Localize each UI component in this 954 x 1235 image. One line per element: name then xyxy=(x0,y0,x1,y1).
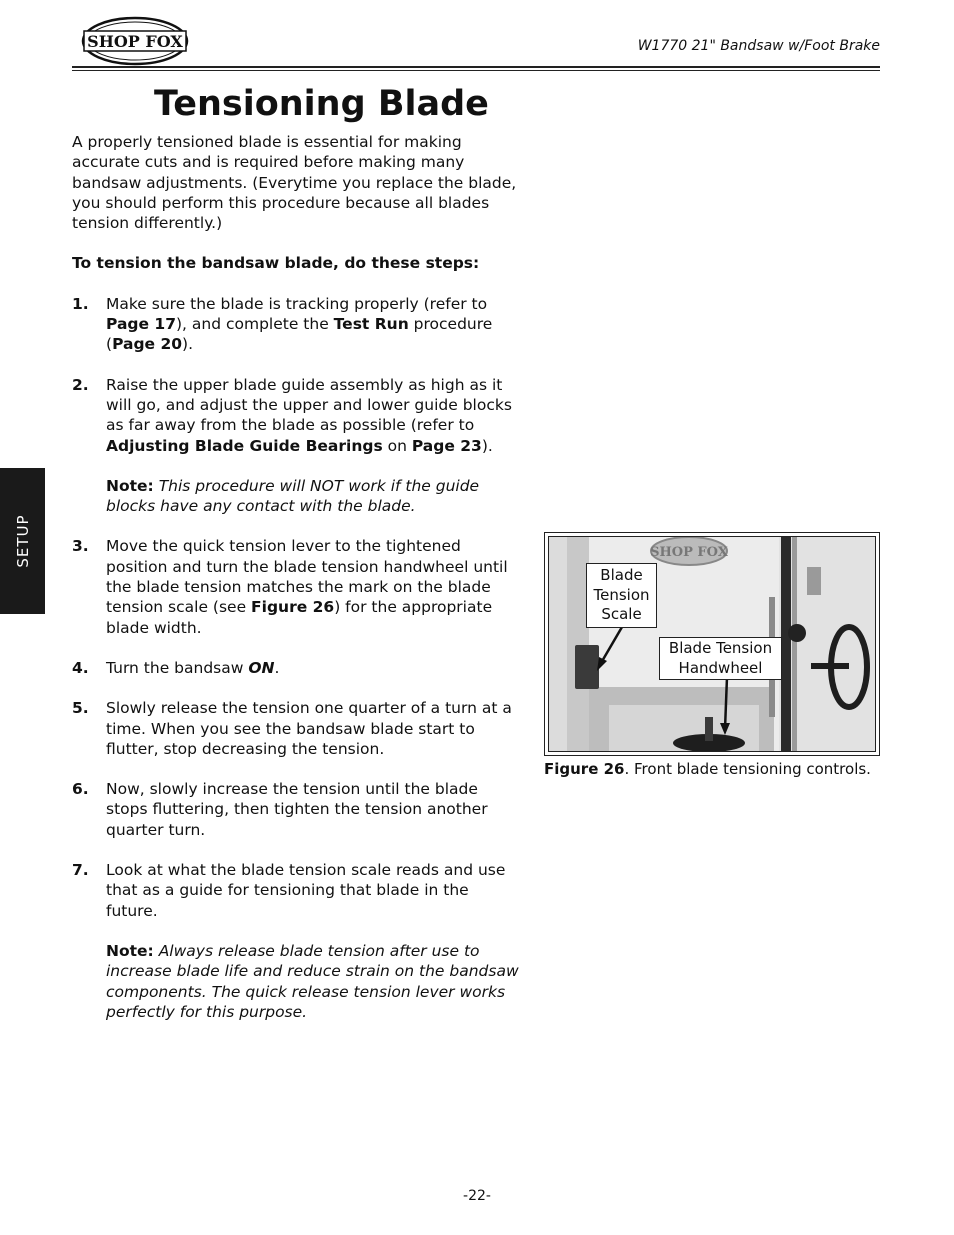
step-text: Raise the upper blade guide assembly as high as it will go, and adjust the upper and lower guide blocks as far away from the blade as possible (refer to Adjusting Blade Guide Bearings on Page 23). xyxy=(106,375,512,455)
header-rule xyxy=(72,66,880,68)
note-text: Always release blade tension after use to increase blade life and reduce strain on the bandsaw components. The quick release tension lever works perfectly for this purpose. xyxy=(106,941,519,1021)
intro-paragraph: A properly tensioned blade is essential for making accurate cuts and is required before making many bandsaw adjustments. (Everytime you replace the blade, you should perform this procedure because all blades tension differently.) xyxy=(72,133,517,233)
step-4 xyxy=(72,658,524,678)
section-tab xyxy=(0,468,45,614)
step-5 xyxy=(72,698,524,759)
shop-fox-logo xyxy=(80,14,190,68)
step-number: 5. xyxy=(72,699,89,718)
callout-blade-tension-handwheel: Blade Tension Handwheel xyxy=(659,637,782,680)
section-tab-label: SETUP xyxy=(13,514,32,568)
page-ref: Page 20 xyxy=(112,335,183,354)
document-title: W1770 21" Bandsaw w/Foot Brake xyxy=(637,38,880,54)
note-label: Note: xyxy=(106,476,154,495)
instructions-column xyxy=(72,132,524,1042)
page-title: Tensioning Blade xyxy=(154,84,489,124)
step-text: Move the quick tension lever to the tightened position and turn the blade tension handwheel until the blade tension matches the mark on the blade tension scale (see Figure 26) for the appropriate blade width. xyxy=(106,537,508,637)
step-number: 6. xyxy=(72,780,89,799)
figure-ref: Figure 26 xyxy=(251,598,335,617)
step-number: 3. xyxy=(72,537,89,556)
figure-photo-frame xyxy=(548,536,876,752)
step-text: Now, slowly increase the tension until the blade stops fluttering, then tighten the tension another quarter turn. xyxy=(106,780,488,839)
on-emphasis: ON xyxy=(248,658,275,677)
step-2 xyxy=(72,375,524,517)
photo-logo: SHOP FOX xyxy=(650,545,728,560)
callout-blade-tension-scale: Blade Tension Scale xyxy=(586,563,657,628)
figure-26 xyxy=(544,532,880,756)
header-rule-thin xyxy=(72,70,880,71)
step-note xyxy=(106,941,524,1022)
step-text: Make sure the blade is tracking properly (refer to Page 17), and complete the Test Run procedure (Page 20). xyxy=(106,294,493,354)
step-6 xyxy=(72,779,524,840)
section-ref: Adjusting Blade Guide Bearings xyxy=(106,436,383,455)
figure-caption-label: Figure 26 xyxy=(544,760,625,778)
step-7 xyxy=(72,860,524,1022)
step-number: 1. xyxy=(72,294,89,313)
step-number: 4. xyxy=(72,658,89,677)
step-number: 7. xyxy=(72,861,89,880)
note-label: Note: xyxy=(106,941,154,960)
step-text: Slowly release the tension one quarter of a turn at a time. When you see the bandsaw blade start to flutter, stop decreasing the tension. xyxy=(106,699,512,758)
svg-text:SHOP FOX: SHOP FOX xyxy=(87,32,183,51)
step-1 xyxy=(72,294,524,355)
procedure-ref: Test Run xyxy=(333,315,409,334)
page-ref: Page 17 xyxy=(106,315,176,334)
figure-caption xyxy=(544,760,871,778)
step-number: 2. xyxy=(72,375,89,394)
step-note xyxy=(106,476,524,517)
steps-lead: To tension the bandsaw blade, do these steps: xyxy=(72,254,480,273)
note-text: This procedure will NOT work if the guide blocks have any contact with the blade. xyxy=(106,476,480,516)
step-3 xyxy=(72,536,524,637)
step-text: Turn the bandsaw ON. xyxy=(106,658,280,677)
step-text: Look at what the blade tension scale reads and use that as a guide for tensioning that blade in the future. xyxy=(106,861,506,920)
page-ref: Page 23 xyxy=(411,436,482,455)
page-number: -22- xyxy=(463,1188,491,1204)
figure-caption-text: . Front blade tensioning controls. xyxy=(624,760,871,778)
